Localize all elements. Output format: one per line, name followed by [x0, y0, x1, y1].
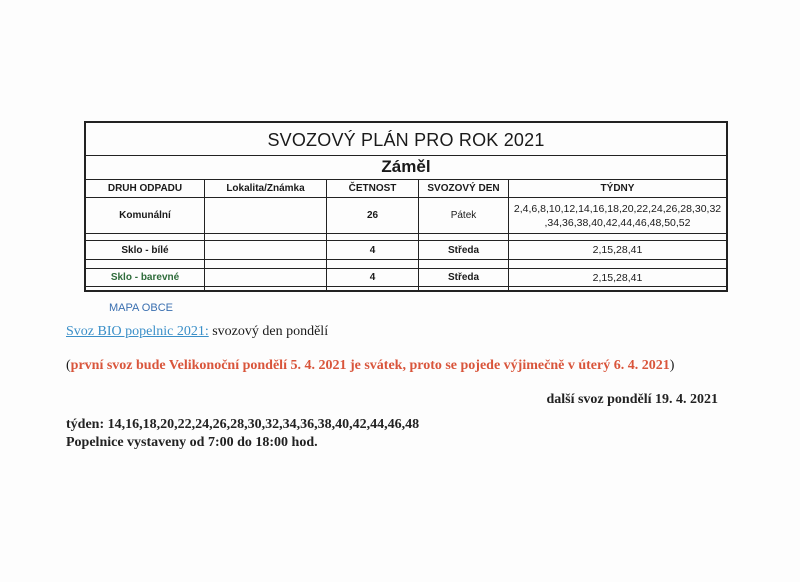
- waste-type-cell: Komunální: [119, 210, 171, 221]
- location-cell: [205, 198, 326, 233]
- frequency-cell: 4: [369, 244, 376, 256]
- bio-bin-day: svozový den pondělí: [208, 324, 329, 339]
- holiday-notice: [66, 358, 674, 374]
- bio-bin-schedule: [66, 324, 328, 340]
- weeks-cell-line: ,34,36,38,40,42,44,46,48,50,52: [544, 216, 691, 229]
- frequency-cell: 4: [369, 272, 376, 283]
- pickup-day-cell: Pátek: [450, 210, 477, 221]
- waste-type-cell: Sklo - bílé: [121, 244, 169, 256]
- notice-close-paren: ): [669, 358, 675, 373]
- notice-text: první svoz bude Velikonoční pondělí 5. 4. 2021 je svátek, proto se pojede výjimečně v úterý 6. 4. 2021: [70, 358, 670, 373]
- pickup-day-cell: Středa: [447, 272, 480, 283]
- row-divider: [86, 259, 726, 260]
- pickup-day-cell: Středa: [447, 244, 480, 256]
- schedule-table: [84, 121, 728, 292]
- weeks-cell: [509, 198, 726, 233]
- waste-type-cell: Sklo - barevné: [110, 272, 180, 283]
- header-pickup-day: SVOZOVÝ DEN: [427, 182, 500, 194]
- bio-weeks-list: týden: 14,16,18,20,22,24,26,28,30,32,34,36,38,40,42,44,46,48: [66, 417, 420, 432]
- header-waste-type: DRUH ODPADU: [107, 182, 183, 194]
- notice-open-paren: (: [66, 358, 71, 373]
- header-location: Lokalita/Známka: [226, 182, 305, 194]
- frequency-cell: 26: [366, 210, 379, 221]
- weeks-cell: 2,15,28,41: [592, 271, 643, 284]
- row-divider: [86, 286, 726, 287]
- bin-hours-note: Popelnice vystaveny od 7:00 do 18:00 hod.: [66, 435, 318, 450]
- header-frequency: ČETNOST: [348, 182, 397, 194]
- bio-bin-link[interactable]: Svoz BIO popelnic 2021:: [66, 324, 209, 339]
- weeks-cell: 2,15,28,41: [592, 244, 643, 256]
- next-pickup-note: další svoz pondělí 19. 4. 2021: [546, 392, 718, 407]
- header-weeks: TÝDNY: [600, 182, 635, 194]
- village-name: Záměl: [86, 155, 726, 180]
- row-divider: [86, 233, 726, 234]
- schedule-title: SVOZOVÝ PLÁN PRO ROK 2021: [86, 123, 726, 156]
- weeks-cell-line: 2,4,6,8,10,12,14,16,18,20,22,24,26,28,30,32: [513, 202, 722, 215]
- location-cell: [205, 269, 326, 286]
- location-cell: [205, 241, 326, 259]
- village-map-link[interactable]: MAPA OBCE: [109, 302, 173, 314]
